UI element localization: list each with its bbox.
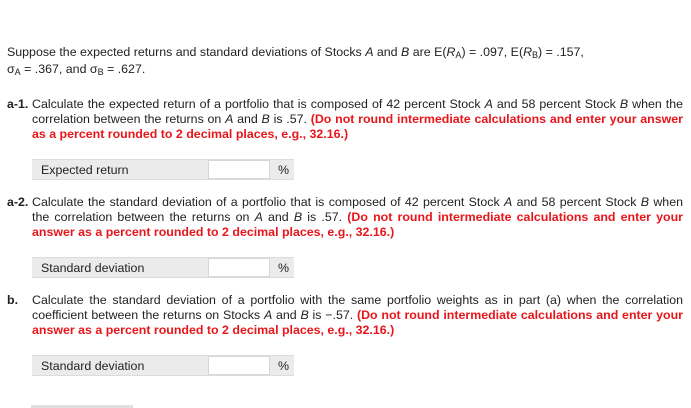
question-text [32,293,683,338]
standard-deviation-b-input[interactable] [208,356,270,375]
question-text-segment: Calculate the standard deviation of a portfolio with the same portfolio weights as in part (a) when the correlation coefficient between the returns on Stocks [32,293,683,322]
intro-text: and [373,45,402,59]
answer-label: Standard deviation [41,261,145,275]
subscript-b: B [532,50,539,60]
intro-text: ) = .097, E( [461,45,524,59]
intro-text: Suppose the expected returns and standard deviations of Stocks [7,45,366,59]
standard-deviation-a2-input[interactable] [208,258,270,277]
question-text-segment: and [272,308,301,322]
answer-row-expected-return [32,159,294,180]
sigma-symbol: σ [89,62,98,76]
intro-text: are E( [409,45,447,59]
var-b: B [640,195,650,209]
sigma-symbol: σ [7,62,15,76]
part-label: b. [7,293,19,307]
var-b: B [261,112,270,126]
var-a: A [504,195,513,209]
question-text-segment: and [262,210,294,224]
expected-return-input[interactable] [208,160,270,179]
intro-text: ) = .157, [538,45,584,59]
question-text-segment: is .57. [302,210,348,224]
answer-row-standard-deviation-b [32,355,294,376]
question-text-segment: is −.57. [308,308,357,322]
var-a: A [263,308,273,322]
var-a: A [225,112,234,126]
question-text-segment: and [233,112,262,126]
percent-unit: % [278,163,290,177]
percent-unit: % [278,261,290,275]
var-b: B [401,45,410,59]
intro-text: = .367, and [20,62,90,76]
question-text-segment: when the correlation between the returns on [32,97,683,126]
answer-row-standard-deviation-a2 [32,257,294,278]
question-a1 [7,97,683,142]
question-text-segment: and 58 percent Stock [512,195,641,209]
intro-text: = .627. [103,62,146,76]
answer-label: Standard deviation [41,359,145,373]
problem-intro [7,44,683,78]
instruction-text: (Do not round intermediate calculations and enter your answer as a percent rounded to 2 decimal places, e.g., 32.16.) [32,210,683,239]
var-r: R [523,45,533,59]
percent-unit: % [278,359,290,373]
var-b: B [300,308,309,322]
question-text [32,195,683,240]
answer-label: Expected return [41,163,129,177]
part-label: a-2. [7,195,29,209]
question-text [32,97,683,142]
question-text-segment: Calculate the expected return of a portfolio that is composed of 42 percent Stock [32,97,485,111]
question-text-segment: and 58 percent Stock [492,97,620,111]
subscript-a: A [455,50,462,60]
instruction-text: (Do not round intermediate calculations and enter your answer as a percent rounded to 2 decimal places, e.g., 32.16.) [32,112,683,141]
question-a2 [7,195,683,240]
var-r: R [446,45,456,59]
var-b: B [293,210,303,224]
var-a: A [484,97,493,111]
subscript-a: A [14,67,21,77]
question-text-segment: is .57. [269,112,311,126]
question-text-segment: Calculate the standard deviation of a portfolio that is composed of 42 percent Stock [32,195,504,209]
subscript-b: B [97,67,104,77]
question-b [7,293,683,338]
question-text-segment: when the correlation between the returns on [32,195,683,224]
var-a: A [365,45,374,59]
var-b: B [619,97,629,111]
part-label: a-1. [7,97,29,111]
instruction-text: (Do not round intermediate calculations and enter your answer as a percent rounded to 2 decimal places, e.g., 32.16.) [32,308,683,337]
var-a: A [254,210,263,224]
